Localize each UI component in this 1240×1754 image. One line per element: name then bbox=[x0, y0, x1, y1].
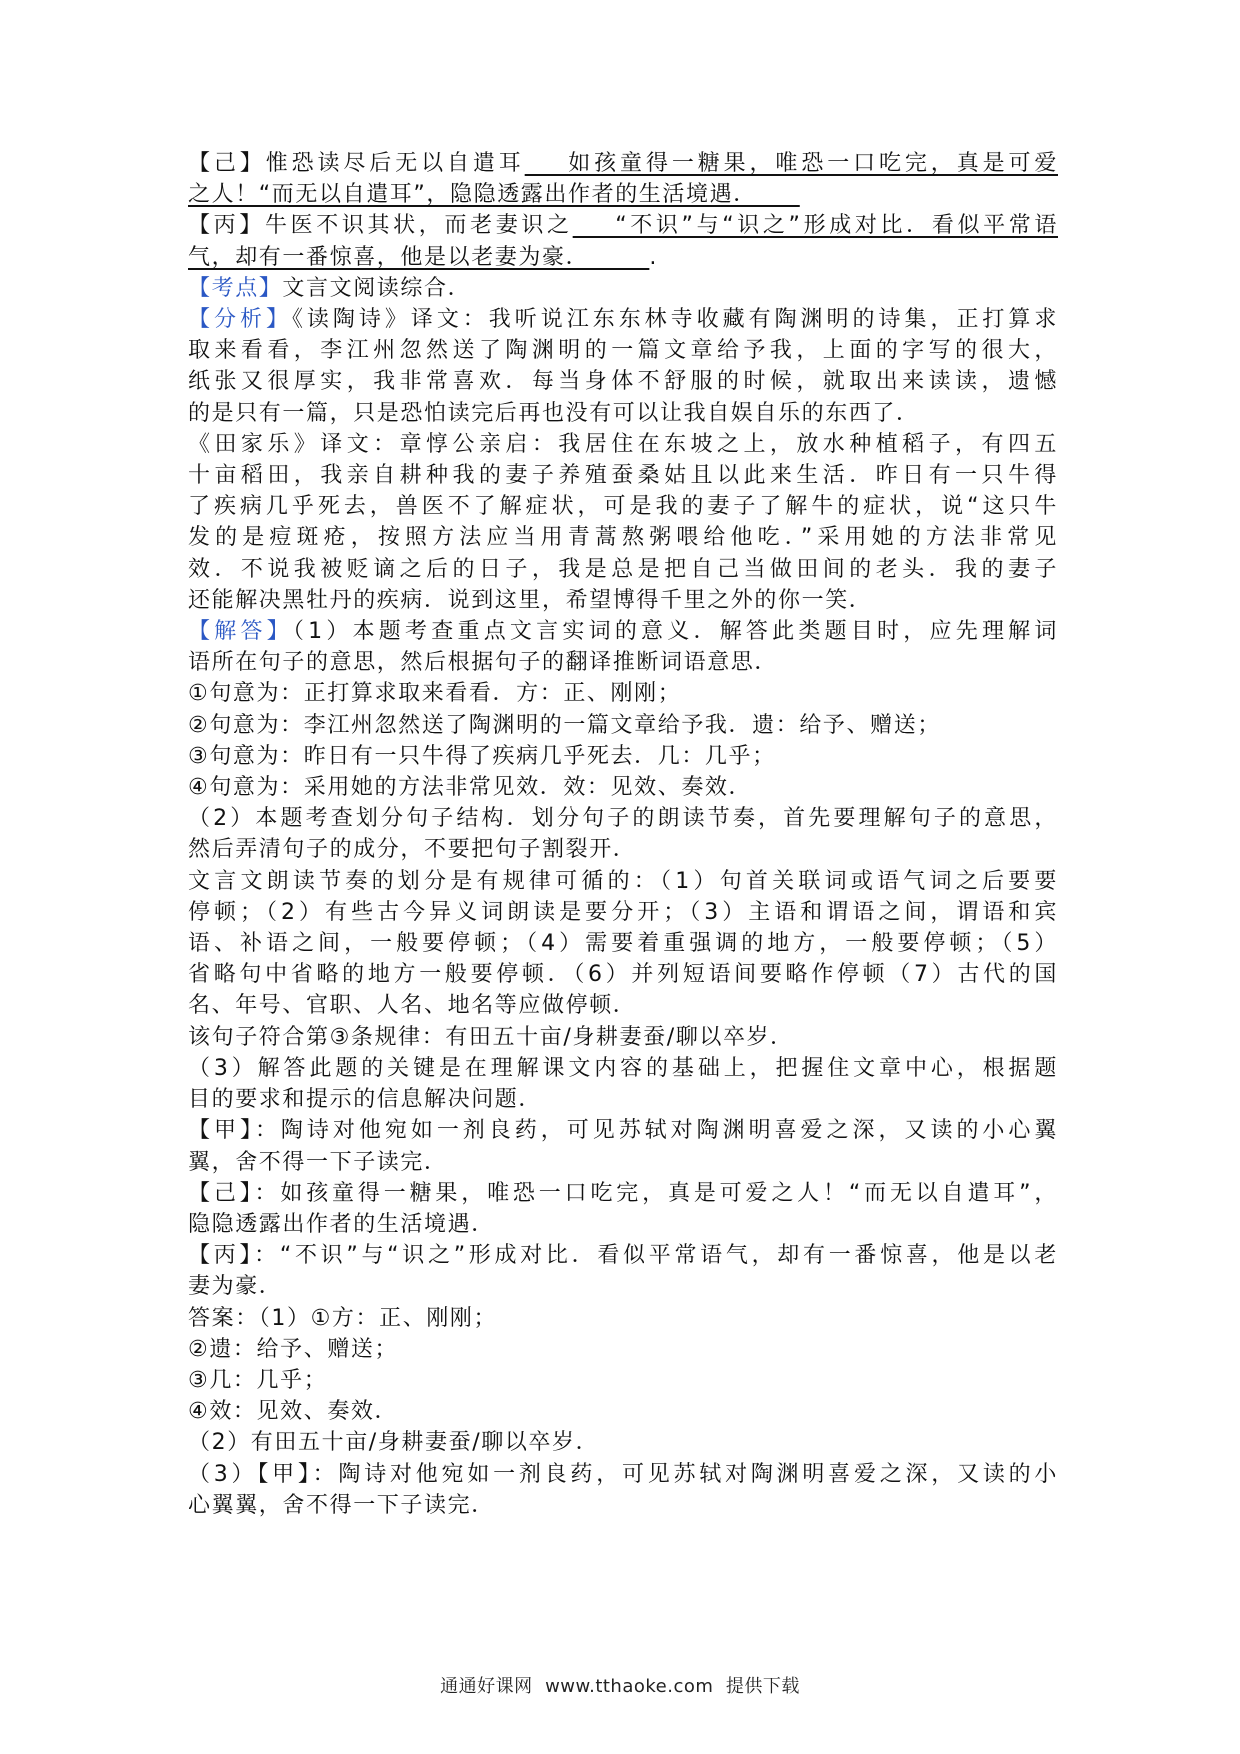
answer-bing-line-2 bbox=[188, 242, 1058, 273]
fenxi-line-0 bbox=[188, 304, 1058, 335]
question-bing: 牛医不识其状，而老妻识之 bbox=[264, 213, 573, 239]
jieda-line-20: 【丙】：“不识”与“识之”形成对比．看似平常语气，却有一番惊喜，他是以老 bbox=[188, 1243, 1058, 1269]
jieda-line-6: （2）本题考查划分句子结构．划分句子的朗读节奏，首先要理解句子的意思， bbox=[188, 806, 1058, 832]
fenxi-line-2: 纸张又很厚实，我非常喜欢．每当身体不舒服的时候，就取出来读读，遗憾 bbox=[188, 369, 1058, 395]
jieda-line-21: 妻为豪． bbox=[188, 1274, 283, 1300]
jieda-line-28: 心翼翼，舍不得一下子读完． bbox=[188, 1492, 495, 1518]
tag-ji: 【己】 bbox=[188, 151, 266, 176]
fenxi-line-1: 取来看看，李江州忽然送了陶渊明的一篇文章给予我，上面的字写的很大， bbox=[188, 338, 1058, 364]
kaodian-line bbox=[188, 273, 1058, 304]
jieda-line-9: 停顿；（2）有些古今异义词朗读是要分开；（3）主语和谓语之间，谓语和宾 bbox=[188, 899, 1058, 925]
jieda-line-5: ④句意为：采用她的方法非常见效．效：见效、奏效． bbox=[188, 775, 753, 801]
jieda-line-2: ①句意为：正打算求取来看看．方：正、刚刚； bbox=[188, 681, 682, 707]
fenxi-tag: 【分析】 bbox=[188, 307, 292, 333]
footer-watermark: 通通好课网 www.tthaoke.com 提供下载 bbox=[440, 1676, 800, 1697]
jieda-line-24: ③几：几乎； bbox=[188, 1367, 328, 1393]
answer-ji-line-2 bbox=[188, 179, 1058, 210]
jieda-line-27: （3）【甲】：陶诗对他宛如一剂良药，可见苏轼对陶渊明喜爱之深，又读的小 bbox=[188, 1461, 1058, 1487]
jieda-line-8: 文言文朗读节奏的划分是有规律可循的：（1）句首关联词或语气词之后要要 bbox=[188, 868, 1058, 894]
jieda-line-13: 该句子符合第③条规律：有田五十亩/身耕妻蚕/聊以卒岁． bbox=[188, 1024, 794, 1050]
jieda-line-17: 翼，舍不得一下子读完． bbox=[188, 1149, 448, 1175]
answer-ji-line-1 bbox=[188, 148, 1058, 179]
answer-bing-end: . bbox=[649, 244, 658, 270]
jieda-text-0: （1）本题考查重点文言实词的意义．解答此类题目时，应先理解词 bbox=[292, 619, 1059, 645]
jieda-line-18: 【己】：如孩童得一糖果，唯恐一口吃完，真是可爱之人！“而无以自遣耳”， bbox=[188, 1180, 1058, 1206]
jieda-line-25: ④效：见效、奏效． bbox=[188, 1399, 399, 1425]
fenxi-line-3: 的是只有一篇，只是恐怕读完后再也没有可以让我自娱自乐的东西了． bbox=[188, 400, 920, 426]
fenxi-text-0: 《读陶诗》译文：我听说江东东林寺收藏有陶渊明的诗集，正打算求 bbox=[291, 307, 1058, 333]
jieda-line-15: 目的要求和提示的信息解决问题． bbox=[188, 1087, 543, 1113]
fenxi-line-5: 十亩稻田，我亲自耕种我的妻子养殖蚕桑姑且以此来生活．昨日有一只牛得 bbox=[188, 463, 1058, 489]
question-ji: 惟恐读尽后无以自遣耳 bbox=[265, 151, 525, 176]
fenxi-line-4: 《田家乐》译文：章惇公亲启：我居住在东坡之上，放水种植稻子，有四五 bbox=[188, 431, 1058, 457]
kaodian-tag: 【考点】 bbox=[188, 275, 283, 301]
jieda-line-16: 【甲】：陶诗对他宛如一剂良药，可见苏轼对陶渊明喜爱之深，又读的小心翼 bbox=[188, 1118, 1058, 1144]
answer-ji-underlined-1: 如孩童得一糖果，唯恐一口吃完，真是可爱 bbox=[524, 151, 1058, 176]
jieda-line-11: 省略句中省略的地方一般要停顿．（6）并列短语间要略作停顿（7）古代的国 bbox=[188, 962, 1058, 988]
jieda-line-14: （3）解答此题的关键是在理解课文内容的基础上，把握住文章中心，根据题 bbox=[188, 1055, 1058, 1081]
tag-bing: 【丙】 bbox=[188, 213, 265, 239]
jieda-line-10: 语、补语之间，一般要停顿；（4）需要着重强调的地方，一般要停顿；（5） bbox=[188, 931, 1058, 957]
jieda-tag: 【解答】 bbox=[188, 619, 293, 645]
jieda-line-1: 语所在句子的意思，然后根据句子的翻译推断词语意思． bbox=[188, 650, 779, 676]
jieda-line-3: ②句意为：李江州忽然送了陶渊明的一篇文章给予我．遗：给予、赠送； bbox=[188, 712, 941, 738]
answer-bing-underlined-2: 气，却有一番惊喜，他是以老妻为豪． bbox=[188, 244, 650, 270]
jieda-line-7: 然后弄清句子的成分，不要把句子割裂开． bbox=[188, 837, 637, 863]
fenxi-line-6: 了疾病几乎死去，兽医不了解症状，可是我的妻子了解牛的症状，说“这只牛 bbox=[188, 494, 1058, 520]
answer-bing-underlined-1: “不识”与“识之”形成对比．看似平常语 bbox=[572, 213, 1058, 239]
jieda-line-0 bbox=[188, 616, 1058, 647]
fenxi-line-8: 效．不说我被贬谪之后的日子，我是总是把自己当做田间的老头．我的妻子 bbox=[188, 556, 1058, 582]
jieda-line-23: ②遗：给予、赠送； bbox=[188, 1336, 399, 1362]
kaodian-text: 文言文阅读综合． bbox=[282, 275, 472, 301]
document-body bbox=[188, 148, 1058, 1521]
fenxi-line-9: 还能解决黑牡丹的疾病．说到这里，希望博得千里之外的你一笑． bbox=[188, 587, 873, 613]
jieda-line-22: 答案：（1）①方：正、刚刚； bbox=[188, 1305, 498, 1331]
jieda-line-26: （2）有田五十亩/身耕妻蚕/聊以卒岁． bbox=[188, 1430, 600, 1456]
answer-bing-line-1 bbox=[188, 210, 1058, 241]
fenxi-line-7: 发的是痘斑疮，按照方法应当用青蒿熬粥喂给他吃．”采用她的方法非常见 bbox=[188, 525, 1058, 551]
answer-ji-underlined-2: 之人！“而无以自遣耳”，隐隐透露出作者的生活境遇． bbox=[188, 182, 800, 208]
jieda-line-4: ③句意为：昨日有一只牛得了疾病几乎死去．几：几乎； bbox=[188, 743, 776, 769]
jieda-line-12: 名、年号、官职、人名、地名等应做停顿． bbox=[188, 993, 637, 1019]
jieda-line-19: 隐隐透露出作者的生活境遇． bbox=[188, 1211, 495, 1237]
